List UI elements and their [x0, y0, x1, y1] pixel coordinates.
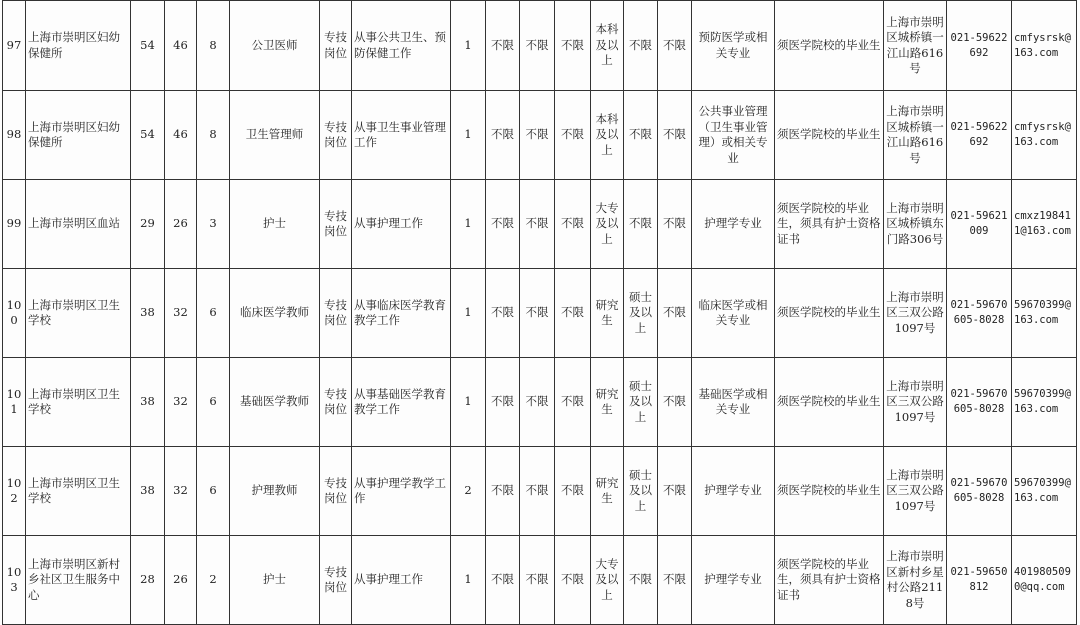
cell-other-req: 须医学院校的毕业生	[775, 447, 884, 536]
cell-major: 护理学专业	[692, 536, 775, 625]
cell-current-staff: 32	[165, 269, 197, 358]
cell-education: 研究生	[591, 269, 624, 358]
cell-req-3: 不限	[555, 1, 591, 91]
cell-hire-count: 1	[451, 1, 486, 91]
cell-other-req: 须医学院校的毕业生	[775, 358, 884, 447]
cell-vacancy: 2	[197, 536, 230, 625]
cell-current-staff: 32	[165, 447, 197, 536]
cell-post-name: 卫生管理师	[230, 91, 320, 180]
table-row	[3, 447, 1077, 536]
cell-hire-count: 1	[451, 91, 486, 180]
cell-req-4: 不限	[658, 358, 692, 447]
cell-req-2: 不限	[520, 1, 555, 91]
cell-email: 59670399@163.com	[1012, 447, 1077, 536]
cell-degree: 不限	[624, 536, 658, 625]
cell-unit: 上海市崇明区血站	[26, 180, 131, 269]
cell-req-4: 不限	[658, 91, 692, 180]
cell-degree: 硕士及以上	[624, 358, 658, 447]
cell-degree: 不限	[624, 91, 658, 180]
cell-total-staff: 29	[131, 180, 165, 269]
cell-req-3: 不限	[555, 91, 591, 180]
cell-no: 98	[3, 91, 26, 180]
cell-major: 基础医学或相关专业	[692, 358, 775, 447]
cell-email: 59670399@163.com	[1012, 358, 1077, 447]
cell-post-name: 公卫医师	[230, 1, 320, 91]
cell-address: 上海市崇明区城桥镇一江山路616号	[884, 91, 947, 180]
cell-no: 103	[3, 536, 26, 625]
cell-total-staff: 54	[131, 91, 165, 180]
cell-address: 上海市崇明区三双公路1097号	[884, 447, 947, 536]
table-body	[3, 1, 1077, 625]
cell-no: 100	[3, 269, 26, 358]
cell-degree: 硕士及以上	[624, 447, 658, 536]
cell-post-type: 专技岗位	[320, 358, 352, 447]
cell-req-1: 不限	[486, 91, 520, 180]
cell-unit: 上海市崇明区妇幼保健所	[26, 91, 131, 180]
cell-req-4: 不限	[658, 1, 692, 91]
cell-phone: 021-59670605-8028	[947, 358, 1012, 447]
cell-req-2: 不限	[520, 358, 555, 447]
cell-hire-count: 2	[451, 447, 486, 536]
cell-vacancy: 6	[197, 358, 230, 447]
cell-total-staff: 28	[131, 536, 165, 625]
cell-req-1: 不限	[486, 1, 520, 91]
cell-req-1: 不限	[486, 180, 520, 269]
cell-duty: 从事护理工作	[352, 536, 451, 625]
cell-current-staff: 26	[165, 536, 197, 625]
table-row	[3, 358, 1077, 447]
cell-address: 上海市崇明区城桥镇东门路306号	[884, 180, 947, 269]
cell-req-4: 不限	[658, 536, 692, 625]
cell-hire-count: 1	[451, 536, 486, 625]
cell-vacancy: 8	[197, 91, 230, 180]
cell-hire-count: 1	[451, 269, 486, 358]
cell-duty: 从事公共卫生、预防保健工作	[352, 1, 451, 91]
cell-phone: 021-59650812	[947, 536, 1012, 625]
cell-total-staff: 54	[131, 1, 165, 91]
cell-post-type: 专技岗位	[320, 91, 352, 180]
cell-no: 101	[3, 358, 26, 447]
cell-req-2: 不限	[520, 180, 555, 269]
cell-major: 公共事业管理（卫生事业管理）或相关专业	[692, 91, 775, 180]
cell-req-4: 不限	[658, 447, 692, 536]
cell-degree: 硕士及以上	[624, 269, 658, 358]
cell-degree: 不限	[624, 180, 658, 269]
cell-req-4: 不限	[658, 269, 692, 358]
cell-address: 上海市崇明区新村乡星村公路2118号	[884, 536, 947, 625]
cell-unit: 上海市崇明区卫生学校	[26, 269, 131, 358]
cell-current-staff: 32	[165, 358, 197, 447]
cell-degree: 不限	[624, 1, 658, 91]
cell-email: 59670399@163.com	[1012, 269, 1077, 358]
cell-post-type: 专技岗位	[320, 447, 352, 536]
cell-email: cmfysrsk@163.com	[1012, 1, 1077, 91]
cell-req-3: 不限	[555, 358, 591, 447]
cell-post-type: 专技岗位	[320, 1, 352, 91]
cell-major: 护理学专业	[692, 447, 775, 536]
cell-email: cmfysrsk@163.com	[1012, 91, 1077, 180]
cell-post-name: 护士	[230, 180, 320, 269]
cell-phone: 021-59670605-8028	[947, 447, 1012, 536]
cell-education: 本科及以上	[591, 91, 624, 180]
cell-req-2: 不限	[520, 269, 555, 358]
cell-post-type: 专技岗位	[320, 536, 352, 625]
cell-unit: 上海市崇明区妇幼保健所	[26, 1, 131, 91]
cell-vacancy: 3	[197, 180, 230, 269]
cell-total-staff: 38	[131, 358, 165, 447]
cell-post-type: 专技岗位	[320, 180, 352, 269]
table-row	[3, 536, 1077, 625]
cell-post-name: 临床医学教师	[230, 269, 320, 358]
cell-req-3: 不限	[555, 269, 591, 358]
cell-unit: 上海市崇明区新村乡社区卫生服务中心	[26, 536, 131, 625]
table-row	[3, 1, 1077, 91]
cell-duty: 从事护理学教学工作	[352, 447, 451, 536]
cell-vacancy: 8	[197, 1, 230, 91]
cell-education: 大专及以上	[591, 536, 624, 625]
table-row	[3, 91, 1077, 180]
cell-req-1: 不限	[486, 269, 520, 358]
cell-other-req: 须医学院校的毕业生	[775, 91, 884, 180]
cell-phone: 021-59621009	[947, 180, 1012, 269]
cell-vacancy: 6	[197, 447, 230, 536]
cell-total-staff: 38	[131, 447, 165, 536]
cell-hire-count: 1	[451, 180, 486, 269]
cell-post-name: 护理教师	[230, 447, 320, 536]
cell-req-2: 不限	[520, 536, 555, 625]
cell-other-req: 须医学院校的毕业生	[775, 1, 884, 91]
cell-req-2: 不限	[520, 447, 555, 536]
cell-education: 研究生	[591, 447, 624, 536]
cell-email: 4019805090@qq.com	[1012, 536, 1077, 625]
cell-major: 预防医学或相关专业	[692, 1, 775, 91]
cell-req-4: 不限	[658, 180, 692, 269]
cell-address: 上海市崇明区三双公路1097号	[884, 269, 947, 358]
cell-education: 研究生	[591, 358, 624, 447]
cell-no: 99	[3, 180, 26, 269]
cell-email: cmxz198411@163.com	[1012, 180, 1077, 269]
cell-current-staff: 46	[165, 1, 197, 91]
cell-phone: 021-59622692	[947, 91, 1012, 180]
cell-req-1: 不限	[486, 536, 520, 625]
cell-req-2: 不限	[520, 91, 555, 180]
cell-phone: 021-59670605-8028	[947, 269, 1012, 358]
cell-current-staff: 26	[165, 180, 197, 269]
cell-address: 上海市崇明区城桥镇一江山路616号	[884, 1, 947, 91]
recruitment-table	[2, 0, 1077, 625]
cell-req-3: 不限	[555, 447, 591, 536]
cell-unit: 上海市崇明区卫生学校	[26, 358, 131, 447]
cell-total-staff: 38	[131, 269, 165, 358]
cell-address: 上海市崇明区三双公路1097号	[884, 358, 947, 447]
cell-post-name: 基础医学教师	[230, 358, 320, 447]
cell-education: 本科及以上	[591, 1, 624, 91]
cell-other-req: 须医学院校的毕业生	[775, 269, 884, 358]
cell-no: 97	[3, 1, 26, 91]
cell-req-3: 不限	[555, 180, 591, 269]
cell-education: 大专及以上	[591, 180, 624, 269]
cell-phone: 021-59622692	[947, 1, 1012, 91]
table-row	[3, 180, 1077, 269]
cell-duty: 从事护理工作	[352, 180, 451, 269]
cell-major: 护理学专业	[692, 180, 775, 269]
table-row	[3, 269, 1077, 358]
cell-req-3: 不限	[555, 536, 591, 625]
cell-duty: 从事卫生事业管理工作	[352, 91, 451, 180]
cell-major: 临床医学或相关专业	[692, 269, 775, 358]
cell-other-req: 须医学院校的毕业生，须具有护士资格证书	[775, 180, 884, 269]
cell-req-1: 不限	[486, 447, 520, 536]
cell-req-1: 不限	[486, 358, 520, 447]
cell-other-req: 须医学院校的毕业生，须具有护士资格证书	[775, 536, 884, 625]
cell-no: 102	[3, 447, 26, 536]
cell-post-name: 护士	[230, 536, 320, 625]
cell-duty: 从事基础医学教育教学工作	[352, 358, 451, 447]
cell-post-type: 专技岗位	[320, 269, 352, 358]
cell-duty: 从事临床医学教育教学工作	[352, 269, 451, 358]
cell-vacancy: 6	[197, 269, 230, 358]
cell-unit: 上海市崇明区卫生学校	[26, 447, 131, 536]
cell-current-staff: 46	[165, 91, 197, 180]
cell-hire-count: 1	[451, 358, 486, 447]
